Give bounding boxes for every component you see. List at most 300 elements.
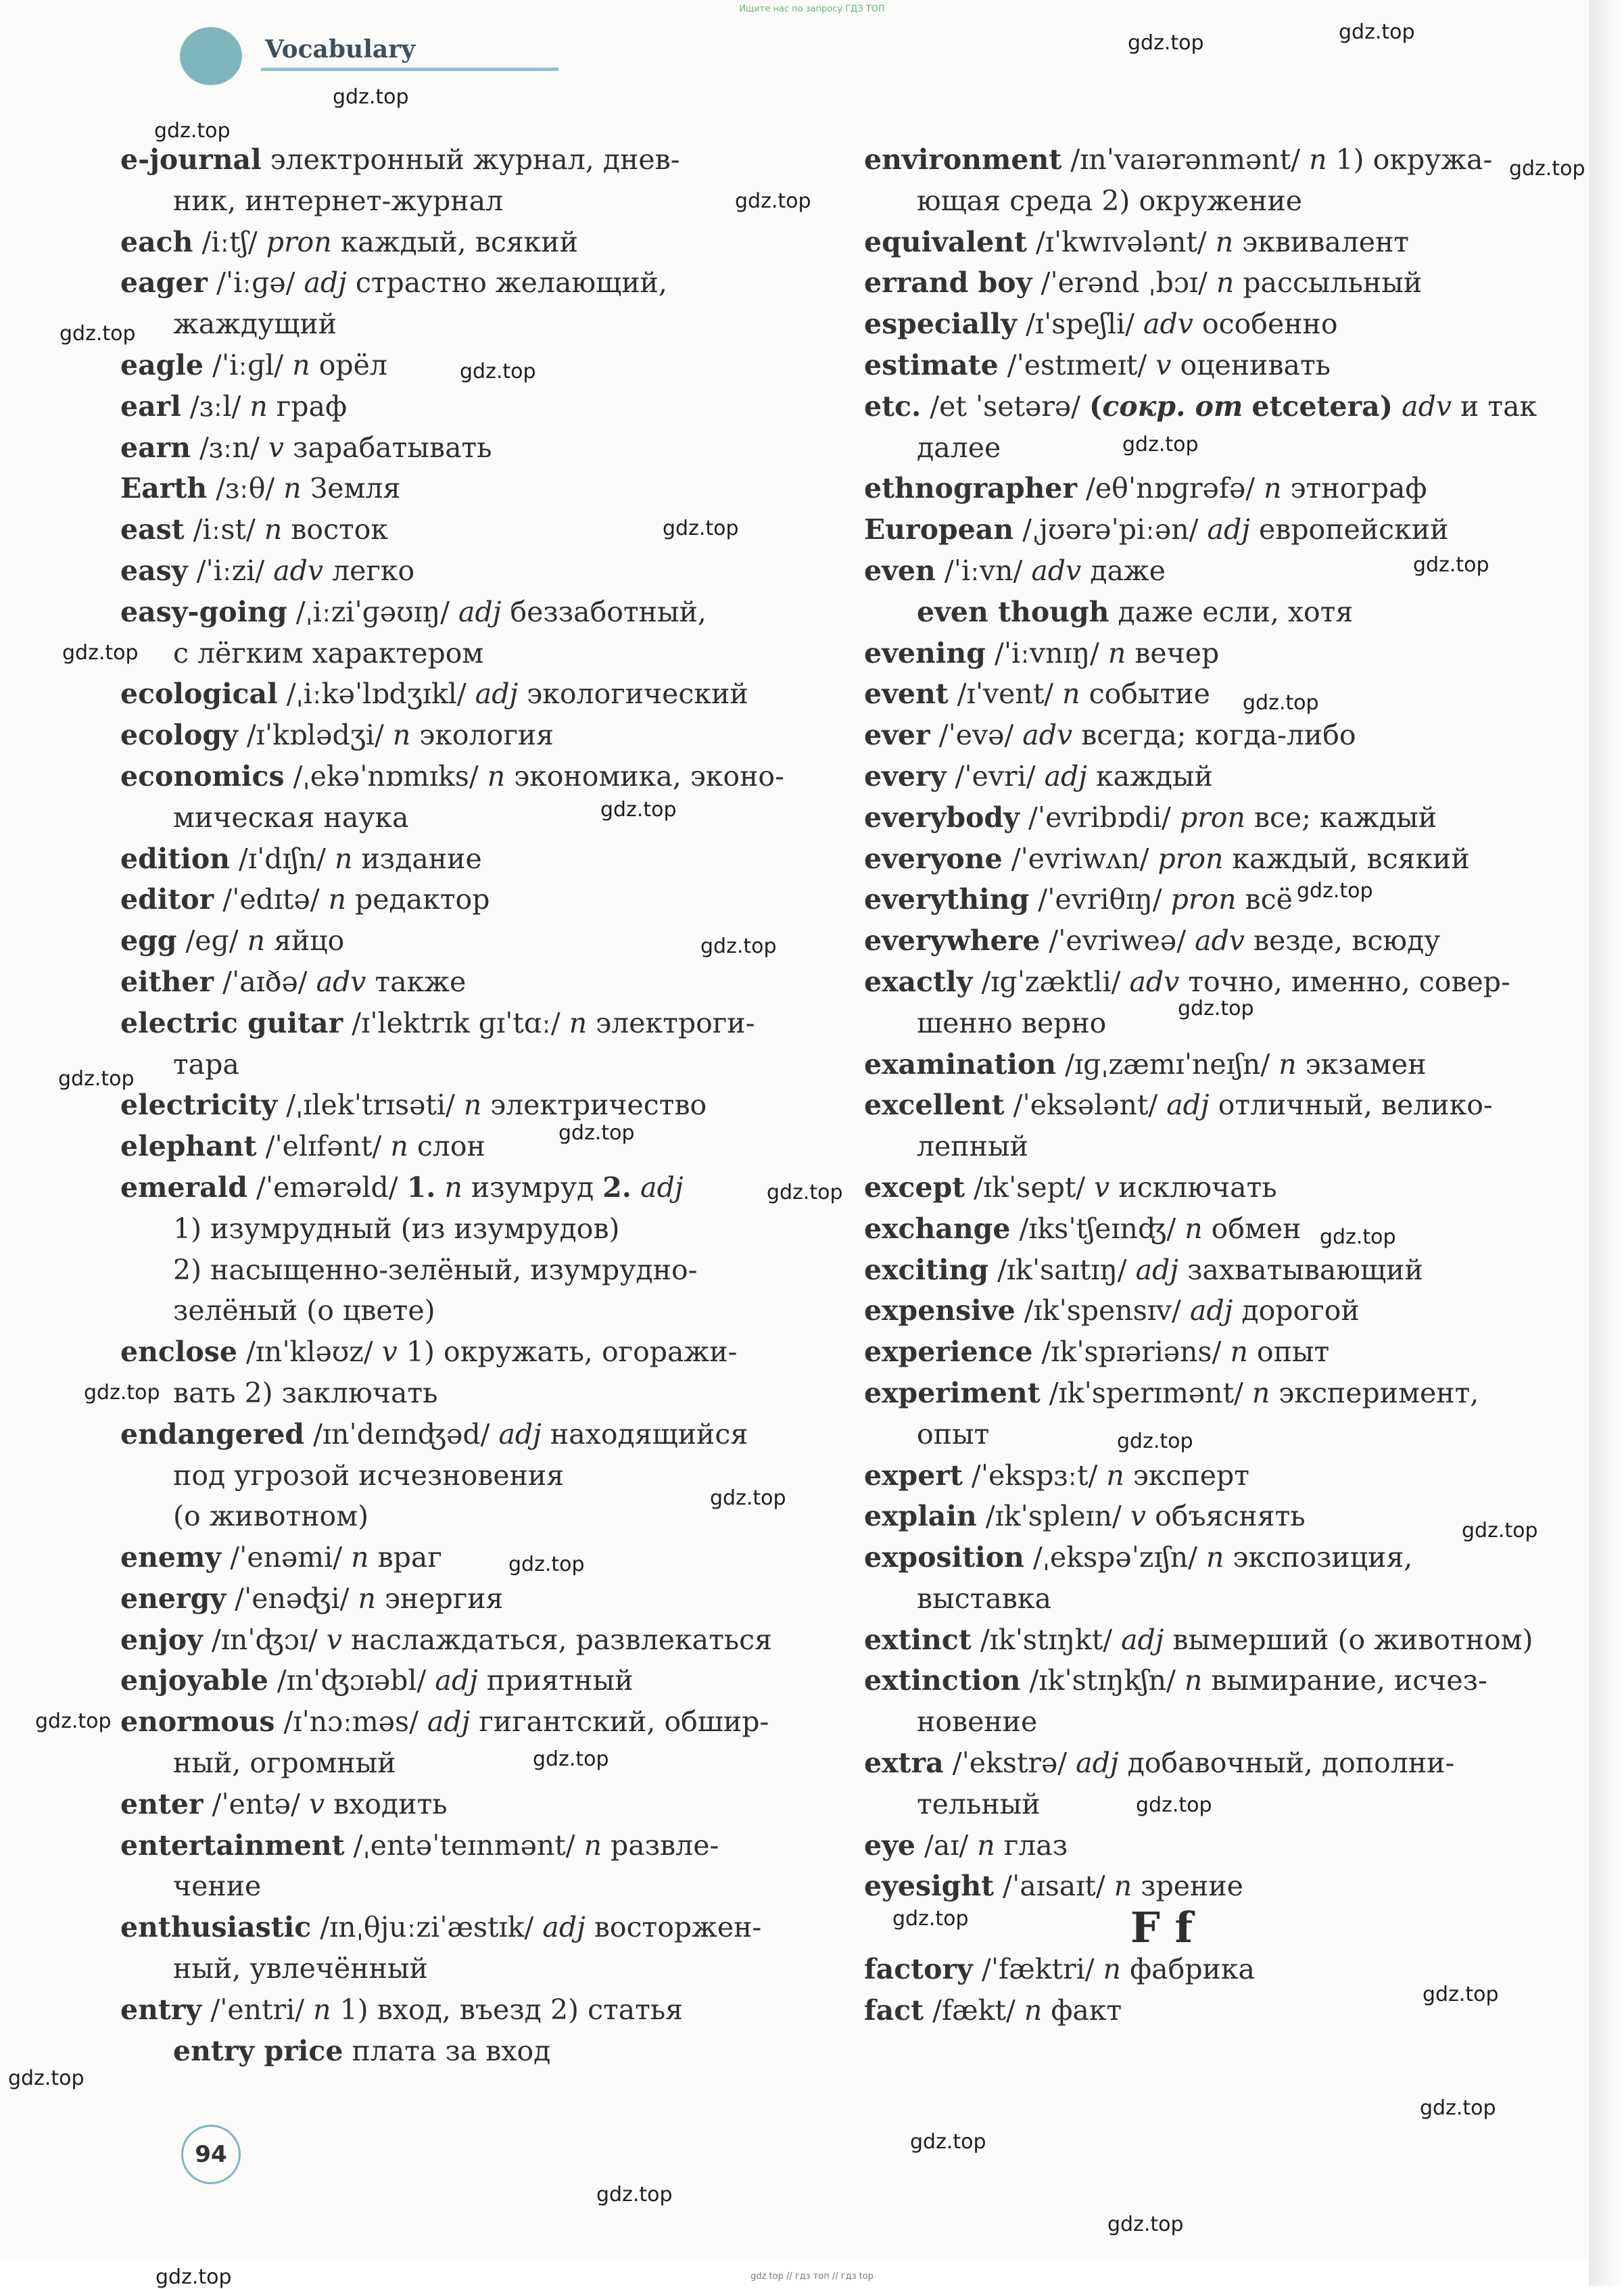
part-of-speech: adj <box>1207 513 1250 546</box>
headword: each <box>120 225 193 258</box>
headword: edition <box>120 842 230 875</box>
transcription: /ˌekspəˈzɪʃn/ <box>1032 1541 1197 1574</box>
section-letter-heading: F f <box>1130 1903 1193 1953</box>
right-entry <box>864 920 1540 962</box>
right-column <box>864 139 1540 2031</box>
headword: extinct <box>864 1623 972 1656</box>
right-entry <box>864 1290 1540 1331</box>
headword: examination <box>864 1047 1057 1081</box>
definition: энергия <box>384 1582 504 1615</box>
definition: фабрика <box>1130 1953 1255 1986</box>
definition: точно, именно, совер- <box>1188 965 1510 998</box>
left-entry <box>120 1907 769 1948</box>
part-of-speech: n <box>1062 678 1080 711</box>
right-entry <box>864 222 1540 263</box>
watermark-text: gdz.top <box>333 85 409 109</box>
definition: слон <box>416 1130 485 1163</box>
left-continuation: ный, увлечённый <box>173 1952 428 1985</box>
transcription: /ɜːθ/ <box>216 472 275 505</box>
left-entry <box>120 1784 769 1825</box>
headword: electricity <box>120 1089 278 1122</box>
transcription: /ˈfæktri/ <box>981 1953 1095 1986</box>
part-of-speech: adj <box>1076 1747 1119 1780</box>
definition: эквивалент <box>1242 225 1410 258</box>
headword: eager <box>120 266 208 300</box>
headword: even <box>864 554 936 587</box>
headword: exposition <box>864 1541 1024 1574</box>
definition: экспозиция, <box>1233 1541 1413 1574</box>
watermark-text: gdz.top <box>1509 157 1585 181</box>
transcription: /ˈemərəld/ <box>256 1171 398 1204</box>
left-continuation: зелёный (о цвете) <box>173 1294 435 1327</box>
transcription: /ɪɡˈzæktli/ <box>981 965 1121 998</box>
part-of-speech: adj <box>458 595 502 628</box>
right-entry <box>864 1044 1540 1085</box>
definition: экономика, эконо- <box>514 759 784 793</box>
transcription: /ˈiːvnɪŋ/ <box>994 636 1099 669</box>
headword: easy <box>120 554 188 587</box>
transcription: /ɪˈnɔːməs/ <box>283 1705 419 1739</box>
headword: editor <box>120 883 214 916</box>
part-of-speech: adv <box>1143 308 1193 341</box>
headword: eagle <box>120 348 204 381</box>
definition: 1) окружать, огоражи- <box>406 1336 738 1369</box>
watermark-text: gdz.top <box>1107 2213 1184 2236</box>
watermark-text: gdz.top <box>58 1067 135 1091</box>
watermark-text: gdz.top <box>154 119 231 143</box>
part-of-speech: v <box>1130 1500 1147 1533</box>
part-of-speech: n <box>977 1828 995 1862</box>
transcription: /ˈiːzi/ <box>196 554 265 587</box>
watermark-text: gdz.top <box>600 798 677 822</box>
part-of-speech: n <box>1106 1459 1124 1492</box>
headword: except <box>864 1171 965 1204</box>
transcription: /fækt/ <box>932 1994 1016 2027</box>
definition: издание <box>361 842 482 875</box>
definition: электричество <box>490 1089 707 1122</box>
part-of-speech: pron <box>1170 883 1237 916</box>
part-of-speech: v <box>308 1787 325 1820</box>
transcription: /ˈevə/ <box>938 719 1014 752</box>
watermark-text: gdz.top <box>508 1553 585 1576</box>
headword: enemy <box>120 1541 222 1574</box>
left-continuation: 1) изумрудный (из изумрудов) <box>173 1212 620 1245</box>
part-of-speech: pron <box>1179 801 1245 834</box>
part-of-speech: n <box>1107 636 1126 669</box>
left-entry <box>120 1701 769 1743</box>
part-of-speech: n <box>1264 472 1282 505</box>
left-entry <box>120 962 769 1003</box>
watermark-text: gdz.top <box>1297 879 1373 903</box>
right-continuation: ющая среда 2) окружение <box>917 184 1303 217</box>
headword: everywhere <box>864 924 1041 958</box>
transcription: /ˈevriwʌn/ <box>1011 842 1149 875</box>
part-of-speech: n <box>328 883 346 916</box>
transcription: /ɪkˈstɪŋkt/ <box>980 1623 1113 1656</box>
headword: entertainment <box>120 1828 345 1862</box>
headword: elephant <box>120 1130 257 1163</box>
left-entry <box>120 715 769 756</box>
right-continuation: шенно верно <box>917 1006 1107 1039</box>
transcription: электронный журнал, днев- <box>270 143 680 176</box>
subentry-phrase: entry price <box>173 2034 343 2067</box>
headword: enter <box>120 1787 204 1820</box>
transcription: /ɜːn/ <box>199 431 260 464</box>
headword: enjoy <box>120 1623 203 1656</box>
right-entry <box>864 1373 1540 1414</box>
definition: этнограф <box>1290 472 1427 505</box>
part-of-speech: v <box>1094 1171 1110 1204</box>
transcription: /ɪkˈspensɪv/ <box>1024 1294 1181 1327</box>
watermark-text: gdz.top <box>767 1181 843 1204</box>
watermark-text: gdz.top <box>59 322 136 346</box>
left-entry <box>120 1003 769 1044</box>
left-continuation: ный, огромный <box>173 1747 396 1780</box>
transcription: /ˈekstrə/ <box>952 1747 1068 1780</box>
transcription: /ˈevri/ <box>955 759 1036 793</box>
right-entry <box>864 1250 1540 1291</box>
right-entry <box>864 715 1540 756</box>
transcription: /ˈerənd ˌbɔɪ/ <box>1041 266 1208 300</box>
watermark-text: gdz.top <box>62 641 139 665</box>
part-of-speech: adj <box>1044 759 1087 793</box>
left-entry <box>120 1578 769 1620</box>
part-of-speech: n <box>292 348 310 381</box>
right-continuation: опыт <box>917 1417 990 1450</box>
left-entry <box>120 674 769 715</box>
right-entry <box>864 1537 1540 1578</box>
transcription: /ɪnˌθjuːziˈæstɪk/ <box>320 1911 534 1944</box>
transcription: /ɪksˈtʃeɪnʤ/ <box>1019 1212 1176 1245</box>
part-of-speech: v <box>326 1623 343 1656</box>
definition: оценивать <box>1180 348 1331 381</box>
left-continuation: с лёгким характером <box>173 636 484 669</box>
definition: захватывающий <box>1187 1253 1423 1286</box>
headword: egg <box>120 924 177 958</box>
right-continuation: далее <box>917 431 1001 464</box>
headword: explain <box>864 1500 977 1533</box>
right-entry <box>864 839 1540 880</box>
headword: ethnographer <box>864 472 1077 505</box>
part-of-speech: n <box>351 1541 369 1574</box>
definition: 1) окружа- <box>1335 143 1493 176</box>
headword: fact <box>864 1994 924 2027</box>
sense-number: 2. <box>602 1171 632 1204</box>
header-underline <box>261 68 558 71</box>
transcription: /iːst/ <box>193 513 256 546</box>
definition: зарабатывать <box>293 431 492 464</box>
transcription: /ɪkˈspleɪn/ <box>985 1500 1122 1533</box>
right-entry <box>864 509 1540 550</box>
transcription: /ɪˈdɪʃn/ <box>239 842 326 875</box>
headword: east <box>120 513 185 546</box>
part-of-speech: adj <box>304 266 347 300</box>
transcription: /et ˈsetərə/ <box>930 390 1080 423</box>
page-title: Vocabulary <box>265 35 416 64</box>
headword: enormous <box>120 1705 275 1739</box>
watermark-text: gdz.top <box>710 1486 786 1510</box>
right-entry <box>864 1660 1540 1701</box>
part-of-speech: n <box>358 1582 376 1615</box>
left-entry <box>120 1085 769 1126</box>
right-entry <box>864 262 1540 304</box>
transcription: /ɪˈvent/ <box>957 678 1054 711</box>
headword: event <box>864 678 949 711</box>
left-entry <box>120 1414 769 1455</box>
headword: enclose <box>120 1336 237 1369</box>
headword: enthusiastic <box>120 1911 312 1944</box>
transcription: /ɪnˈʤɔɪəbl/ <box>277 1664 427 1697</box>
right-entry <box>864 1167 1540 1208</box>
left-continuation: мическая наука <box>173 801 409 834</box>
watermark-text: gdz.top <box>1128 31 1204 55</box>
watermark-text: gdz.top <box>35 1709 112 1733</box>
definition: каждый, всякий <box>340 225 578 258</box>
definition: экологический <box>527 678 748 711</box>
transcription: /ɪnˈdeɪnʤəd/ <box>313 1417 490 1450</box>
part-of-speech: n <box>264 513 283 546</box>
transcription: /ˌjʊərəˈpiːən/ <box>1022 513 1199 546</box>
left-entry <box>120 1537 769 1578</box>
left-continuation: 2) насыщенно-зелёный, изумрудно- <box>173 1253 698 1286</box>
transcription: /ɪˈkɒlədʒi/ <box>246 719 384 752</box>
left-continuation: вать 2) заключать <box>173 1376 438 1409</box>
headword: estimate <box>864 348 999 381</box>
transcription: /ˈeksələnt/ <box>1013 1089 1158 1122</box>
part-of-speech: adj <box>1189 1294 1233 1327</box>
headword: evening <box>864 636 986 669</box>
part-of-speech: n <box>1309 143 1327 176</box>
part-of-speech: n <box>1230 1336 1248 1369</box>
definition: добавочный, дополни- <box>1127 1747 1455 1780</box>
headword: experiment <box>864 1376 1041 1409</box>
headword: errand boy <box>864 266 1032 300</box>
part-of-speech: adj <box>542 1911 586 1944</box>
left-entry <box>120 427 769 469</box>
transcription: /ɪˈkwɪvələnt/ <box>1035 225 1207 258</box>
part-of-speech: n <box>1024 1994 1043 2027</box>
watermark-text: gdz.top <box>1339 20 1415 44</box>
headword: equivalent <box>864 225 1027 258</box>
definition: даже <box>1090 554 1166 587</box>
definition: каждый <box>1096 759 1214 793</box>
part-of-speech: n <box>390 1130 408 1163</box>
part-of-speech: n <box>1251 1376 1270 1409</box>
definition: и так <box>1460 390 1537 423</box>
left-continuation: жаждущий <box>173 308 337 341</box>
headword: expensive <box>864 1294 1016 1327</box>
watermark-text: gdz.top <box>1423 1983 1499 2006</box>
part-of-speech: adj <box>427 1705 471 1739</box>
headword: either <box>120 965 214 998</box>
headword: especially <box>864 308 1018 341</box>
left-entry <box>120 756 784 797</box>
watermark-text: gdz.top <box>1420 2096 1496 2120</box>
headword: Earth <box>120 472 208 505</box>
part-of-speech: n <box>313 1993 331 2026</box>
definition: электроги- <box>596 1006 755 1039</box>
left-entry <box>120 139 769 181</box>
left-entry <box>120 262 769 304</box>
part-of-speech: n <box>1279 1047 1297 1081</box>
transcription: /ˈenəmi/ <box>230 1541 343 1574</box>
abbreviation-word: etcetera) <box>1251 390 1393 423</box>
part-of-speech: n <box>444 1171 462 1204</box>
headword: factory <box>864 1953 973 1986</box>
definition: находящийся <box>550 1417 748 1450</box>
abbreviation-note: (сокр. от <box>1089 390 1243 423</box>
headword: ever <box>864 719 930 752</box>
headword: everybody <box>864 801 1020 834</box>
definition: орёл <box>318 348 387 381</box>
part-of-speech: v <box>381 1336 398 1369</box>
part-of-speech: adj <box>1121 1623 1164 1656</box>
definition: эксперимент, <box>1279 1376 1479 1409</box>
right-entry <box>864 1455 1540 1496</box>
headword: ecology <box>120 719 238 752</box>
part-of-speech: n <box>1114 1870 1132 1903</box>
definition: также <box>375 965 467 998</box>
part-of-speech: n <box>392 719 411 752</box>
part-of-speech: adj <box>1135 1253 1179 1286</box>
watermark-text: gdz.top <box>1136 1793 1212 1817</box>
headword: exchange <box>864 1212 1011 1245</box>
left-subentry <box>120 2031 769 2072</box>
part-of-speech: pron <box>1157 842 1224 875</box>
right-continuation: выставка <box>917 1582 1051 1615</box>
page-number: 94 <box>181 2125 241 2184</box>
part-of-speech: adv <box>273 554 324 587</box>
watermark-text: gdz.top <box>1462 1519 1538 1542</box>
headword: enjoyable <box>120 1664 268 1697</box>
watermark-text: gdz.top <box>533 1747 609 1771</box>
definition: вымирание, исчез- <box>1211 1664 1487 1697</box>
headword: extra <box>864 1747 944 1780</box>
header-circle-decoration <box>180 27 242 85</box>
definition: дорогой <box>1241 1294 1360 1327</box>
left-entry <box>120 879 769 920</box>
transcription: /ˈelɪfənt/ <box>265 1130 382 1163</box>
part-of-speech: n <box>335 842 353 875</box>
right-entry <box>864 879 1540 920</box>
transcription: /ˈiːɡl/ <box>212 348 284 381</box>
transcription: /ˌiːziˈɡəʊɪŋ/ <box>295 595 450 628</box>
definition: входить <box>333 1787 448 1820</box>
left-entry <box>120 386 769 427</box>
headword: exactly <box>864 965 973 998</box>
watermark-text: gdz.top <box>663 517 739 540</box>
transcription: /ɪkˈsperɪmənt/ <box>1049 1376 1243 1409</box>
transcription: /ɜːl/ <box>189 390 241 423</box>
transcription: /ˌɪlekˈtrɪsəti/ <box>286 1089 455 1122</box>
part-of-speech: adj <box>475 678 519 711</box>
right-entry <box>864 1208 1540 1250</box>
left-entry <box>120 345 769 386</box>
watermark-text: gdz.top <box>1243 691 1319 715</box>
watermark-text: gdz.top <box>1122 433 1199 456</box>
transcription: /ˈentri/ <box>210 1993 305 2026</box>
watermark-text: gdz.top <box>460 360 536 383</box>
watermark-text: gdz.top <box>1117 1430 1193 1453</box>
left-continuation: под угрозой исчезновения <box>173 1459 565 1492</box>
right-entry <box>864 674 1540 715</box>
right-entry <box>864 1085 1540 1126</box>
definition: всегда; когда-либо <box>1081 719 1356 752</box>
right-entry <box>864 1620 1540 1661</box>
transcription: /ɪkˈsaɪtɪŋ/ <box>997 1253 1127 1286</box>
left-entry <box>120 468 769 509</box>
definition: отличный, велико- <box>1218 1089 1493 1122</box>
headword: easy-going <box>120 595 287 628</box>
part-of-speech: adv <box>1129 965 1180 998</box>
watermark-text: gdz.top <box>1178 997 1254 1020</box>
part-of-speech: adj <box>640 1171 684 1204</box>
right-continuation: тельный <box>917 1787 1041 1820</box>
transcription: /ˈaɪðə/ <box>222 965 308 998</box>
definition: зрение <box>1141 1870 1243 1903</box>
transcription: /ɪkˈsept/ <box>974 1171 1086 1204</box>
watermark-text: gdz.top <box>700 935 777 958</box>
transcription: /ˌentəˈteɪnmənt/ <box>353 1828 575 1862</box>
definition: Земля <box>310 472 401 505</box>
subentry-phrase: even though <box>917 595 1109 628</box>
part-of-speech: n <box>249 390 268 423</box>
part-of-speech: pron <box>266 225 332 258</box>
watermark-text: gdz.top <box>892 1907 969 1931</box>
headword: every <box>864 759 947 793</box>
definition: восторжен- <box>594 1911 762 1944</box>
definition: экзамен <box>1305 1047 1427 1081</box>
left-entry <box>120 1620 772 1661</box>
headword: environment <box>864 143 1062 176</box>
definition: рассыльный <box>1243 266 1423 300</box>
transcription: /ˈedɪtə/ <box>222 883 320 916</box>
definition: объяснять <box>1155 1500 1306 1533</box>
watermark-text: gdz.top <box>596 2183 673 2207</box>
transcription: /ɪˈlektrɪk ɡɪˈtɑː/ <box>352 1006 560 1039</box>
headword: entry <box>120 1993 202 2026</box>
headword: endangered <box>120 1417 305 1450</box>
transcription: /ˈenəʤi/ <box>235 1582 350 1615</box>
right-entry <box>864 633 1540 674</box>
watermark-text: gdz.top <box>558 1121 635 1145</box>
left-entry <box>120 1660 769 1701</box>
watermark-text: gdz.top <box>1413 553 1489 577</box>
part-of-speech: v <box>1155 348 1172 381</box>
watermark-text: gdz.top <box>84 1381 160 1405</box>
transcription: /aɪ/ <box>924 1828 969 1862</box>
definition: граф <box>276 390 348 423</box>
headword: e-journal <box>120 143 262 176</box>
transcription: /ˈevriθɪŋ/ <box>1038 883 1162 916</box>
transcription: /ɪnˈʤɔɪ/ <box>211 1623 318 1656</box>
headword: eye <box>864 1828 915 1862</box>
vocabulary-header <box>180 26 558 80</box>
sense-number: 1. <box>406 1171 436 1204</box>
headword: emerald <box>120 1171 247 1204</box>
definition: восток <box>291 513 389 546</box>
definition: вечер <box>1135 636 1220 669</box>
watermark-text: gdz.top <box>156 2265 232 2289</box>
transcription: /ɪɡˌzæmɪˈneɪʃn/ <box>1065 1047 1270 1081</box>
part-of-speech: adv <box>316 965 366 998</box>
definition: яйцо <box>274 924 345 958</box>
part-of-speech: n <box>1103 1953 1122 1986</box>
definition: вымерший (о животном) <box>1172 1623 1533 1656</box>
transcription: /iːtʃ/ <box>201 225 258 258</box>
left-entry <box>120 839 769 880</box>
definition: плата за вход <box>352 2034 551 2067</box>
